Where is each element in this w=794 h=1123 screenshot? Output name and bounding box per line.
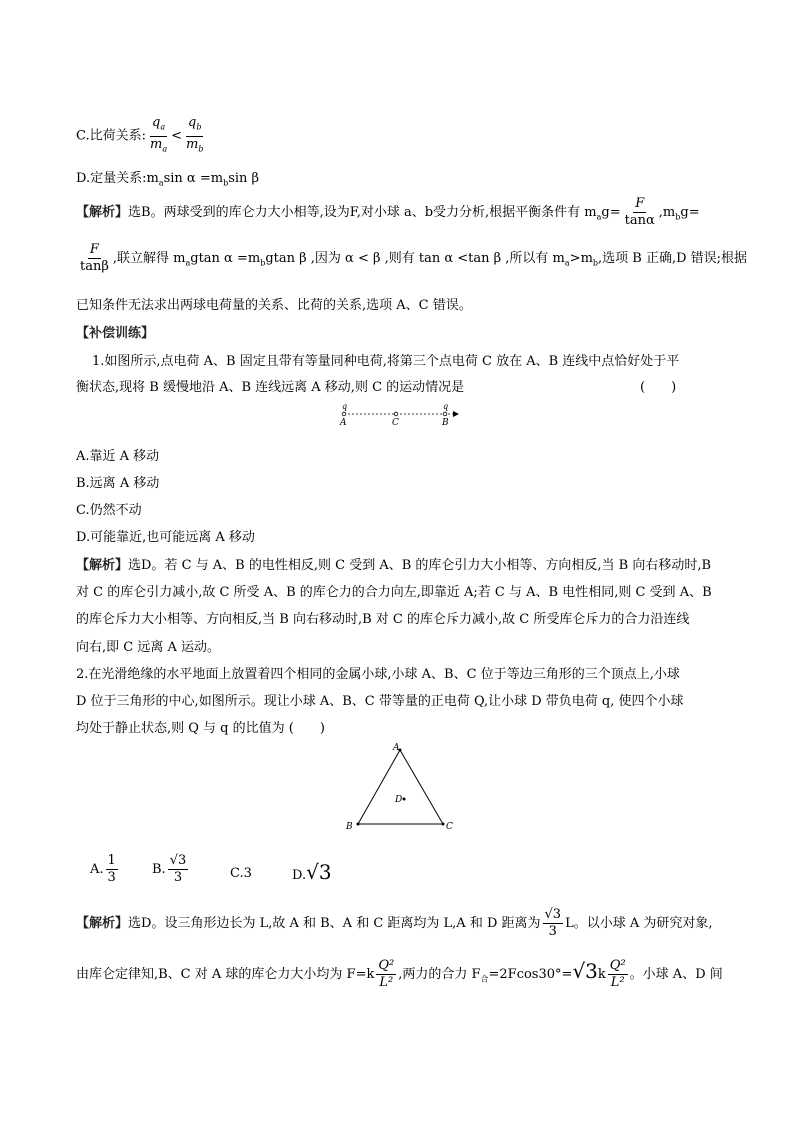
option-d: D.定量关系$:m_a\sin$ $\alpha =m_b\sin$ β <box>76 171 260 188</box>
label-qa: q <box>342 402 348 411</box>
analysis-3-line-1: 【解析】选D。设三角形边长为 L,故 A 和 B、A 和 C 距离均为 L,A 和 D 距离为 $\frac{√3}{3}$ L。以小球 A 为研究对象, <box>76 907 713 939</box>
q1-option-d[interactable]: D.可能靠近,也可能远离 A 移动 <box>76 530 255 545</box>
label-b: B <box>346 822 353 832</box>
analysis-2-line-4: 向右,即 C 远离 A 运动。 <box>76 640 220 655</box>
analysis-tag: 【解析】 <box>76 915 129 930</box>
q1-option-c[interactable]: C.仍然不动 <box>76 503 142 518</box>
option-c <box>76 115 207 157</box>
section-title: 【补偿训练】 <box>76 325 155 340</box>
f-over-tan-alpha: $\frac{F}{\tan\alpha}$ <box>624 196 655 228</box>
q1-option-a[interactable]: A.靠近 A 移动 <box>76 449 160 464</box>
label-qb: q <box>443 402 449 411</box>
less-than: < <box>171 128 183 144</box>
q1-line-2: 衡状态,现将 B 缓慢地沿 A、B 连线远离 A 移动,则 C 的运动情况是 <box>76 380 465 395</box>
q1-answer-paren: ( ) <box>640 380 677 395</box>
analysis-1-line-1: 【解析】选B。两球受到的库仑力大小相等,设为F,对小球 a、b受力分析,根据平衡条件有 $m_ag=$ $\frac{F}{\tan\alpha}$ $,m_bg=$ <box>76 196 700 228</box>
q1-option-b[interactable]: B.远离 A 移动 <box>76 476 160 491</box>
q2-line-2: D 位于三角形的中心,如图所示。现让小球 A、B、C 带等量的正电荷 Q,让小球 D 带负电荷 q, 使四个小球 <box>76 694 684 709</box>
q2-line-1: 2.在光滑绝缘的水平地面上放置着四个相同的金属小球,小球 A、B、C 位于等边三角形的三个顶点上,小球 <box>76 667 680 682</box>
q2-line-3: 均处于静止状态,则 Q 与 q 的比值为 ( ) <box>76 721 325 736</box>
center-dot <box>403 798 406 801</box>
charge-c-dot <box>394 412 398 416</box>
analysis-2-line-2: 对 C 的库仑引力减小,故 C 所受 A、B 的库仑力的合力向左,即靠近 A;若 C 与 A、B 电性相同,则 C 受到 A、B <box>76 585 712 600</box>
arrow-head-icon <box>453 411 459 417</box>
analysis-1-line-3: 已知条件无法求出两球电荷量的关系、比荷的关系,选项 A、C 错误。 <box>76 298 472 313</box>
qa-over-ma: $\frac{q_a}{m_a}$ <box>150 115 168 154</box>
label-a: A <box>340 418 347 428</box>
label-a: A <box>393 743 400 753</box>
q2-option-a[interactable]: A. $\frac{1}{3}$ <box>90 853 116 885</box>
analysis-tag: 【解析】 <box>76 204 129 219</box>
q2-option-b[interactable]: B. $\frac{√3}{3}$ <box>152 853 187 885</box>
f-over-tan-beta: $\frac{F}{\tan\beta}$ <box>80 242 109 274</box>
analysis-3-line-2: 由库仑定律知,B、C 对 A 球的库仑力大小均为 F=k $\frac{\text{Q²}}{\text{L²}}$ ,两力的合力 $F_合=2Fcos30^\circ=√3k$ $\frac{\text{Q²}}{\text{L²}}$ 。小球 A、D 间 <box>76 958 723 990</box>
label-c: C <box>392 418 399 428</box>
label-b: B <box>442 418 449 428</box>
analysis-tag: 【解析】 <box>76 557 129 572</box>
q2-option-c[interactable]: C.3 <box>230 866 252 881</box>
label-c: C <box>446 822 453 832</box>
analysis-2-line-3: 的库仑斥力大小相等、方向相反,当 B 向右移动时,B 对 C 的库仑斥力减小,故 C 所受库仑斥力的合力沿连线 <box>76 612 690 627</box>
q2-triangle-figure <box>342 738 462 836</box>
q1-figure <box>335 400 465 430</box>
triangle <box>358 750 443 824</box>
q1-line-1: 1.如图所示,点电荷 A、B 固定且带有等量同种电荷,将第三个点电荷 C 放在 A、B 连线中点恰好处于平 <box>92 354 680 369</box>
charge-a-dot <box>342 412 346 416</box>
qb-over-mb: $\frac{q_b}{m_b}$ <box>186 115 204 154</box>
analysis-1-line-2: $\frac{F}{\tan\beta}$ ,联立解得 $m_agtan$ $\alpha =m_bgtan$ β ,因为 α < β ,则有 tan α <tan β ,所以有 $m_a>m_b$,选项 B 正确,D 错误;根据 <box>80 242 748 274</box>
q2-option-d[interactable]: D.√3 <box>292 860 332 884</box>
charge-b-dot <box>443 412 447 416</box>
option-c-label: C.比荷关系: <box>76 128 146 144</box>
analysis-2-line-1: 【解析】选D。若 C 与 A、B 的电性相反,则 C 受到 A、B 的库仑引力大小相等、方向相反,当 B 向右移动时,B <box>76 557 712 573</box>
label-d: D <box>395 795 403 805</box>
